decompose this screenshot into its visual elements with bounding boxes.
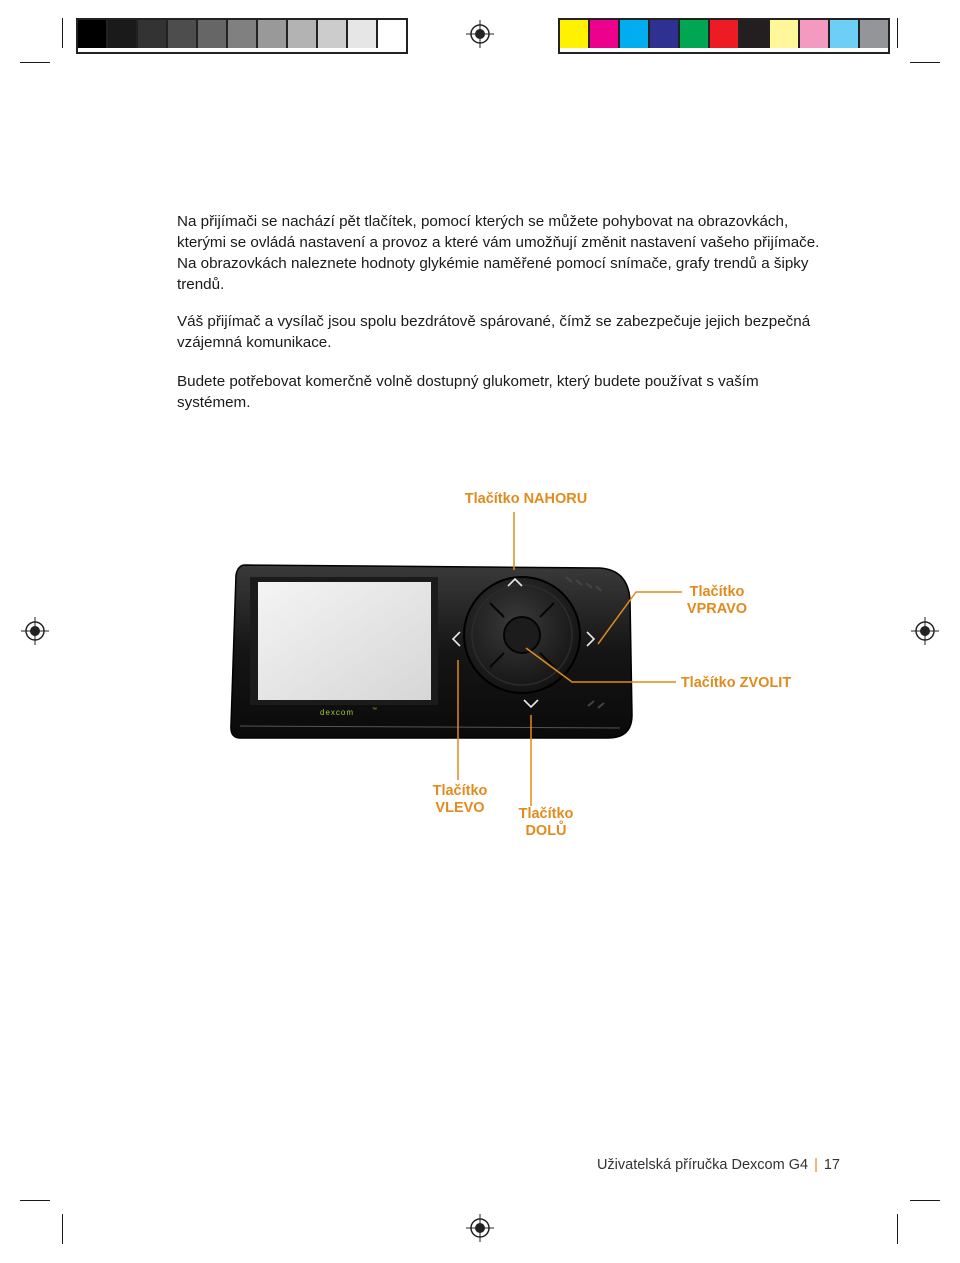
label-right-button: Tlačítko VPRAVO [686, 584, 748, 617]
svg-text:™: ™ [372, 707, 377, 713]
device-brand-logo: dexcom [320, 708, 355, 717]
label-select-button: Tlačítko ZVOLIT [680, 675, 792, 691]
body-paragraph: Váš přijímač a vysílač jsou spolu bezdrátově spárované, čímž se zabezpečuje jejich bezpečná vzájemná komunikace. [177, 313, 811, 351]
footer-separator: | [814, 1157, 818, 1173]
body-paragraph: Budete potřebovat komerčně volně dostupný glukometr, který budete používat s vaším systémem. [177, 373, 759, 411]
page-number: 17 [823, 1157, 840, 1173]
footer-title: Uživatelská příručka Dexcom G4 [596, 1157, 809, 1173]
label-up-button: Tlačítko NAHORU [464, 491, 588, 507]
label-left-button: Tlačítko VLEVO [432, 783, 488, 816]
label-down-button: Tlačítko DOLŮ [518, 806, 574, 839]
body-paragraph: Na přijímači se nachází pět tlačítek, pomocí kterých se můžete pohybovat na obrazovkách, kterými se ovládá nastavení a provoz a které vám umožňují změnit nastavení vašeho přijímače. Na obrazovkách naleznete hodnoty glykémie naměřené pomocí snímače, grafy trendů a šipky trendů. [177, 213, 820, 293]
page-footer [597, 1157, 840, 1173]
select-button [504, 617, 540, 653]
